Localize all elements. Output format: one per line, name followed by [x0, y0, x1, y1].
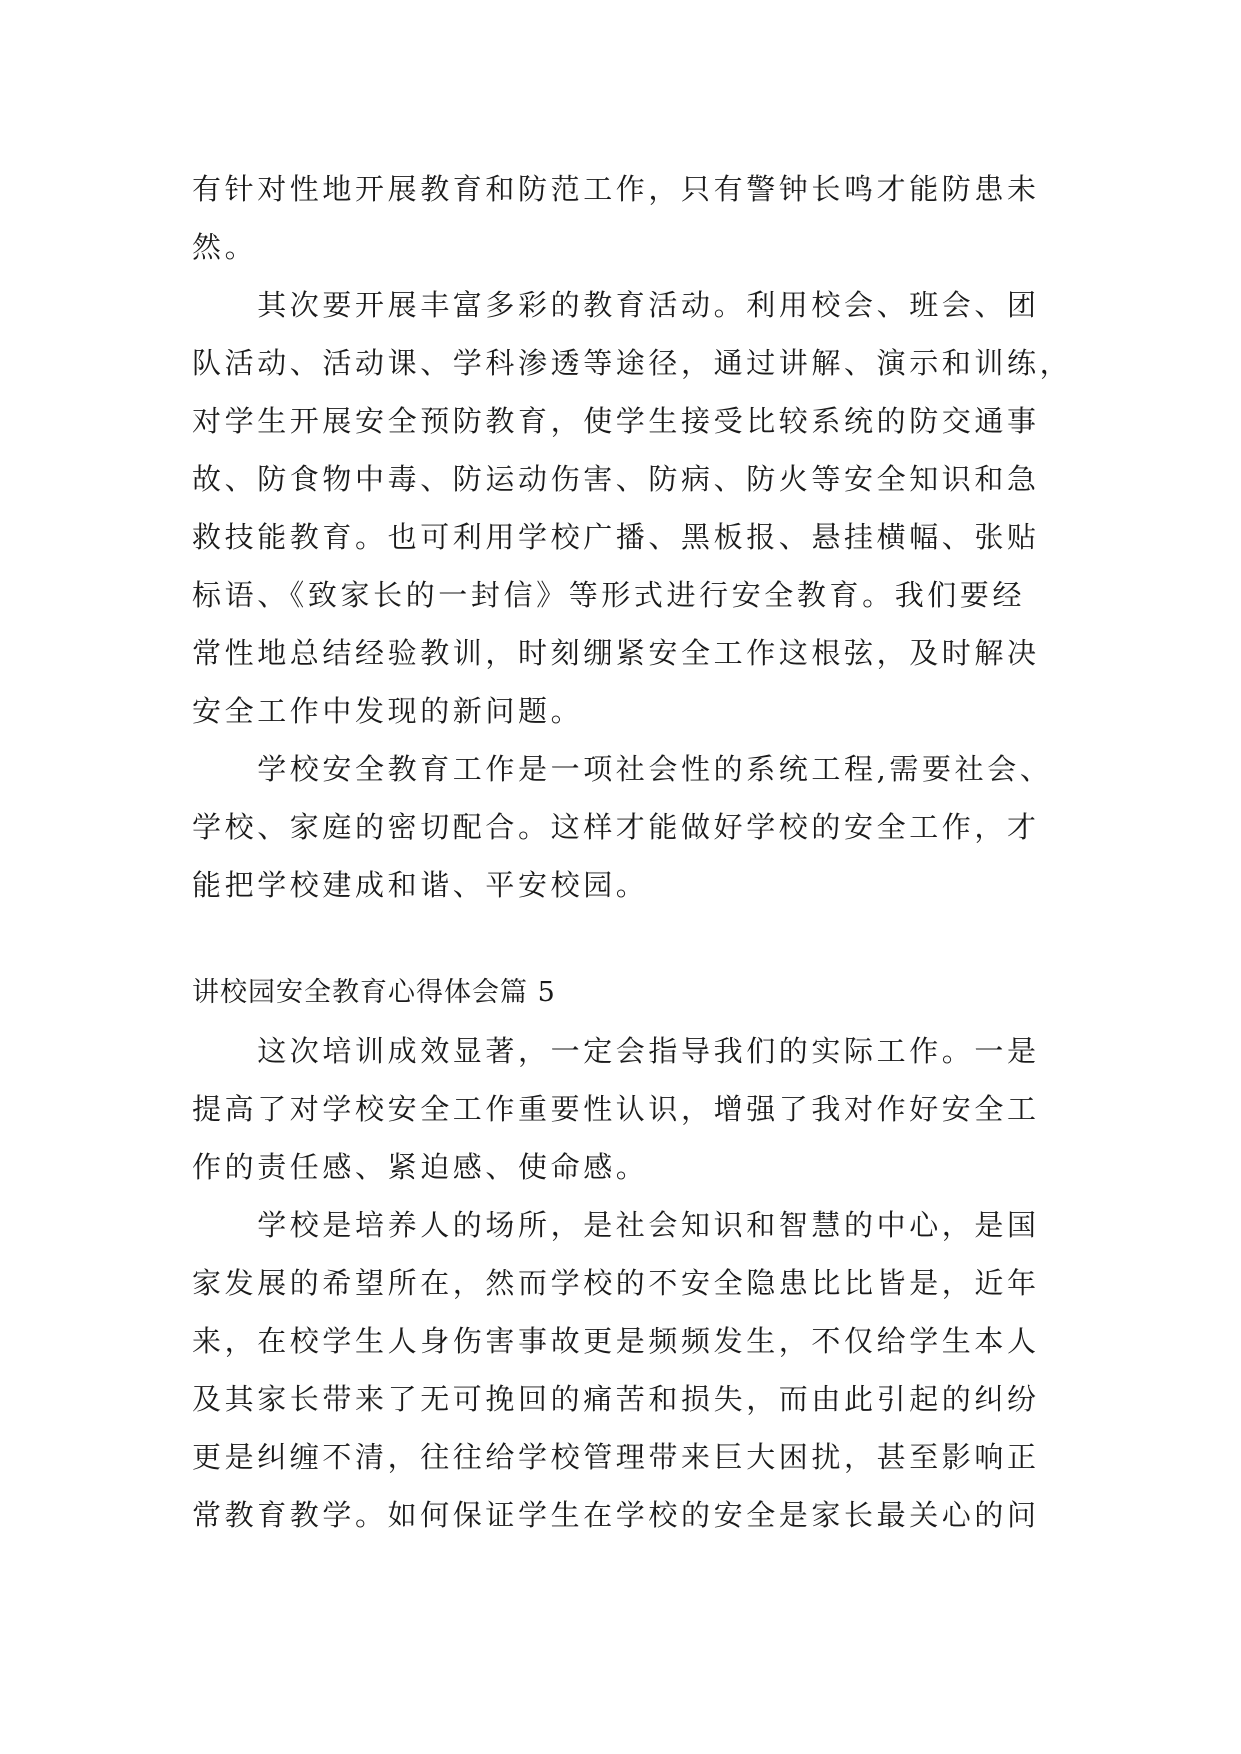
document-page	[192, 160, 1073, 1544]
text-line: 常教育教学。如何保证学生在学校的安全是家长最关心的问	[192, 1498, 1040, 1532]
text-line: 学校安全教育工作是一项社会性的系统工程,需要社会、	[192, 752, 1053, 786]
text-line: 来，在校学生人身伤害事故更是频频发生，不仅给学生本人	[192, 1324, 1040, 1358]
text-line: 作的责任感、紧迫感、使命感。	[192, 1150, 649, 1184]
text-line: 这次培训成效显著，一定会指导我们的实际工作。一是	[192, 1034, 1040, 1068]
text-line: 对学生开展安全预防教育，使学生接受比较系统的防交通事	[192, 404, 1040, 438]
paragraph-education-activities	[192, 276, 1073, 740]
text-line: 常性地总结经验教训，时刻绷紧安全工作这根弦，及时解决	[192, 636, 1040, 670]
text-line: 安全工作中发现的新问题。	[192, 694, 584, 728]
text-line: 有针对性地开展教育和防范工作，只有警钟长鸣才能防患未	[192, 172, 1040, 206]
text-line: 提高了对学校安全工作重要性认识，增强了我对作好安全工	[192, 1092, 1040, 1126]
paragraph-system-engineering	[192, 740, 1052, 914]
text-line: 能把学校建成和谐、平安校园。	[192, 868, 649, 902]
text-line: 家发展的希望所在，然而学校的不安全隐患比比皆是，近年	[192, 1266, 1040, 1300]
paragraph-continuation	[192, 160, 1052, 276]
text-line: 更是纠缠不清，往往给学校管理带来巨大困扰，甚至影响正	[192, 1440, 1040, 1474]
text-line: 学校、家庭的密切配合。这样才能做好学校的安全工作，才	[192, 810, 1040, 844]
text-line: 标语、《致家长的一封信》等形式进行安全教育。我们要经	[192, 578, 1026, 612]
paragraph-school-safety	[192, 1196, 1052, 1544]
section-title: 讲校园安全教育心得体会篇 5	[192, 977, 556, 1008]
text-line: 故、防食物中毒、防运动伤害、防病、防火等安全知识和急	[192, 462, 1040, 496]
text-line: 及其家长带来了无可挽回的痛苦和损失，而由此引起的纠纷	[192, 1382, 1040, 1416]
text-line: 然。	[192, 230, 258, 264]
text-line: 队活动、活动课、学科渗透等途径，通过讲解、演示和训练，	[192, 346, 1073, 380]
text-line: 其次要开展丰富多彩的教育活动。利用校会、班会、团	[192, 288, 1040, 322]
text-line: 救技能教育。也可利用学校广播、黑板报、悬挂横幅、张贴	[192, 520, 1040, 554]
text-line: 学校是培养人的场所，是社会知识和智慧的中心，是国	[192, 1208, 1040, 1242]
paragraph-training-effect	[192, 1022, 1052, 1196]
